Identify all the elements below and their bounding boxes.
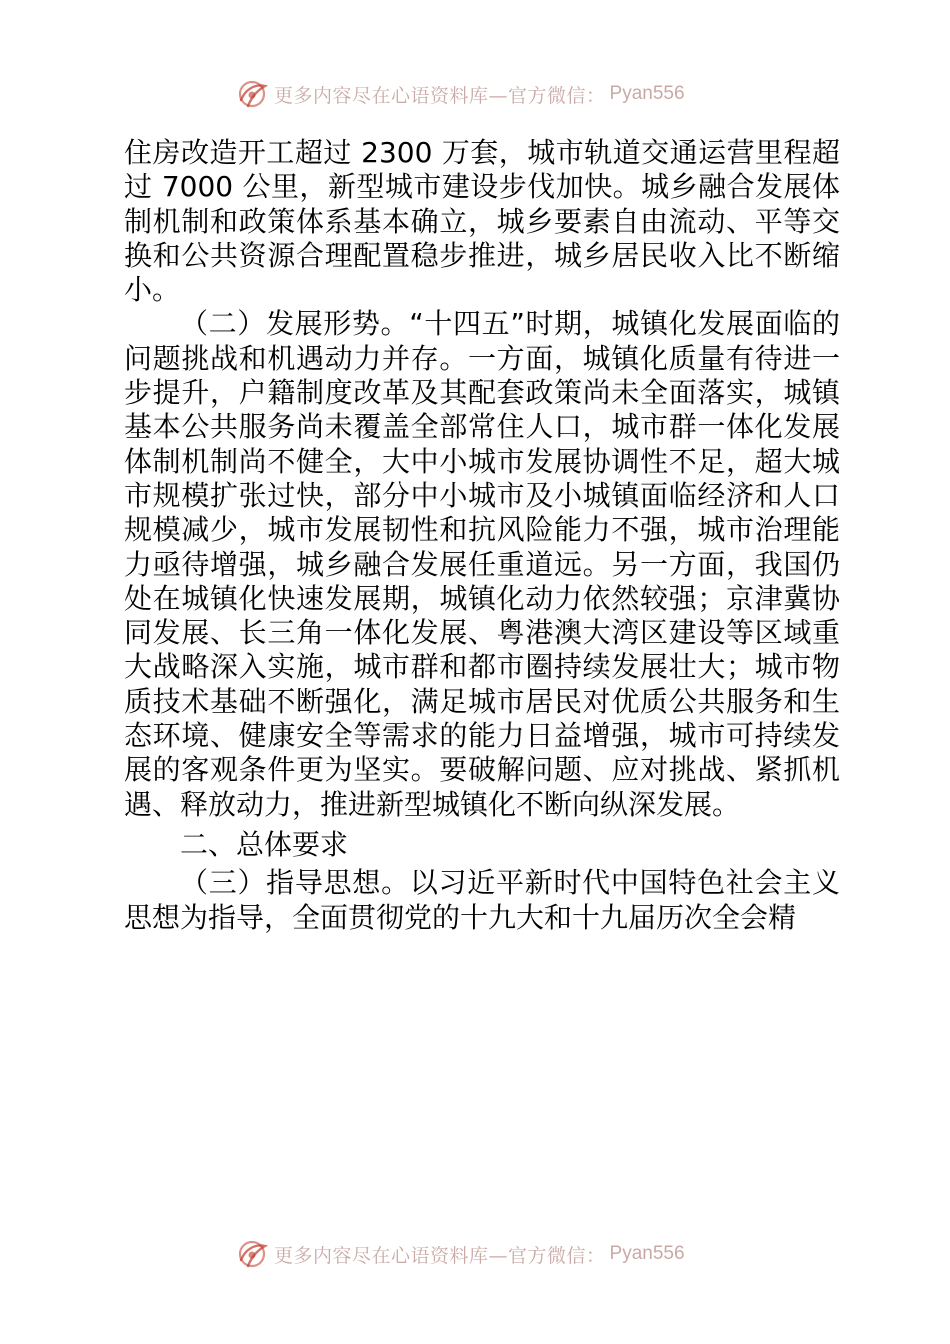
paragraph-development-situation: （二）发展形势。“十四五”时期，城镇化发展面临的问题挑战和机遇动力并存。一方面，城镇化质量有待进一步提升，户籍制度改革及其配套政策尚未全面落实，城镇基本公共服务尚未覆盖全部常住人口，城市群一体化发展体制机制尚不健全，大中小城市发展协调性不足，超大城市规模扩张过快，部分中小城市及小城镇面临经济和人口规模减少，城市发展韧性和抗风险能力不强，城市治理能力亟待增强，城乡融合发展任重道远。另一方面，我国仍处在城镇化快速发展期，城镇化动力依然较强；京津冀协同发展、长三角一体化发展、粤港澳大湾区建设等区域重大战略深入实施，城市群和都市圈持续发展壮大；城市物质技术基础不断强化，满足城市居民对优质公共服务和生态环境、健康安全等需求的能力日益增强，城市可持续发展的客观条件更为坚实。要破解问题、应对挑战、紧抓机遇、释放动力，推进新型城镇化不断向纵深发展。	[124, 307, 840, 821]
document-body	[124, 136, 840, 935]
paragraph-1: 住房改造开工超过 2300 万套，城市轨道交通运营里程超过 7000 公里，新型城市建设步伐加快。城乡融合发展体制机制和政策体系基本确立，城乡要素自由流动、平等交换和公共资源合理配置稳步推进，城乡居民收入比不断缩小。	[124, 136, 840, 307]
watermark-wechat-id: Pyan556	[609, 83, 685, 104]
paragraph-guiding-ideology: （三）指导思想。以习近平新时代中国特色社会主义思想为指导，全面贯彻党的十九大和十九届历次全会精	[124, 866, 840, 934]
watermark-text: 更多内容尽在心语资料库—官方微信：	[274, 84, 606, 107]
watermark-logo-icon	[236, 78, 268, 110]
watermark-text: 更多内容尽在心语资料库—官方微信：	[274, 1244, 606, 1267]
watermark-footer	[236, 1236, 756, 1272]
watermark-wechat-id: Pyan556	[609, 1243, 685, 1264]
watermark-header	[236, 76, 756, 112]
section-heading-general-requirements: 二、总体要求	[180, 827, 349, 861]
watermark-logo-icon	[236, 1238, 268, 1270]
